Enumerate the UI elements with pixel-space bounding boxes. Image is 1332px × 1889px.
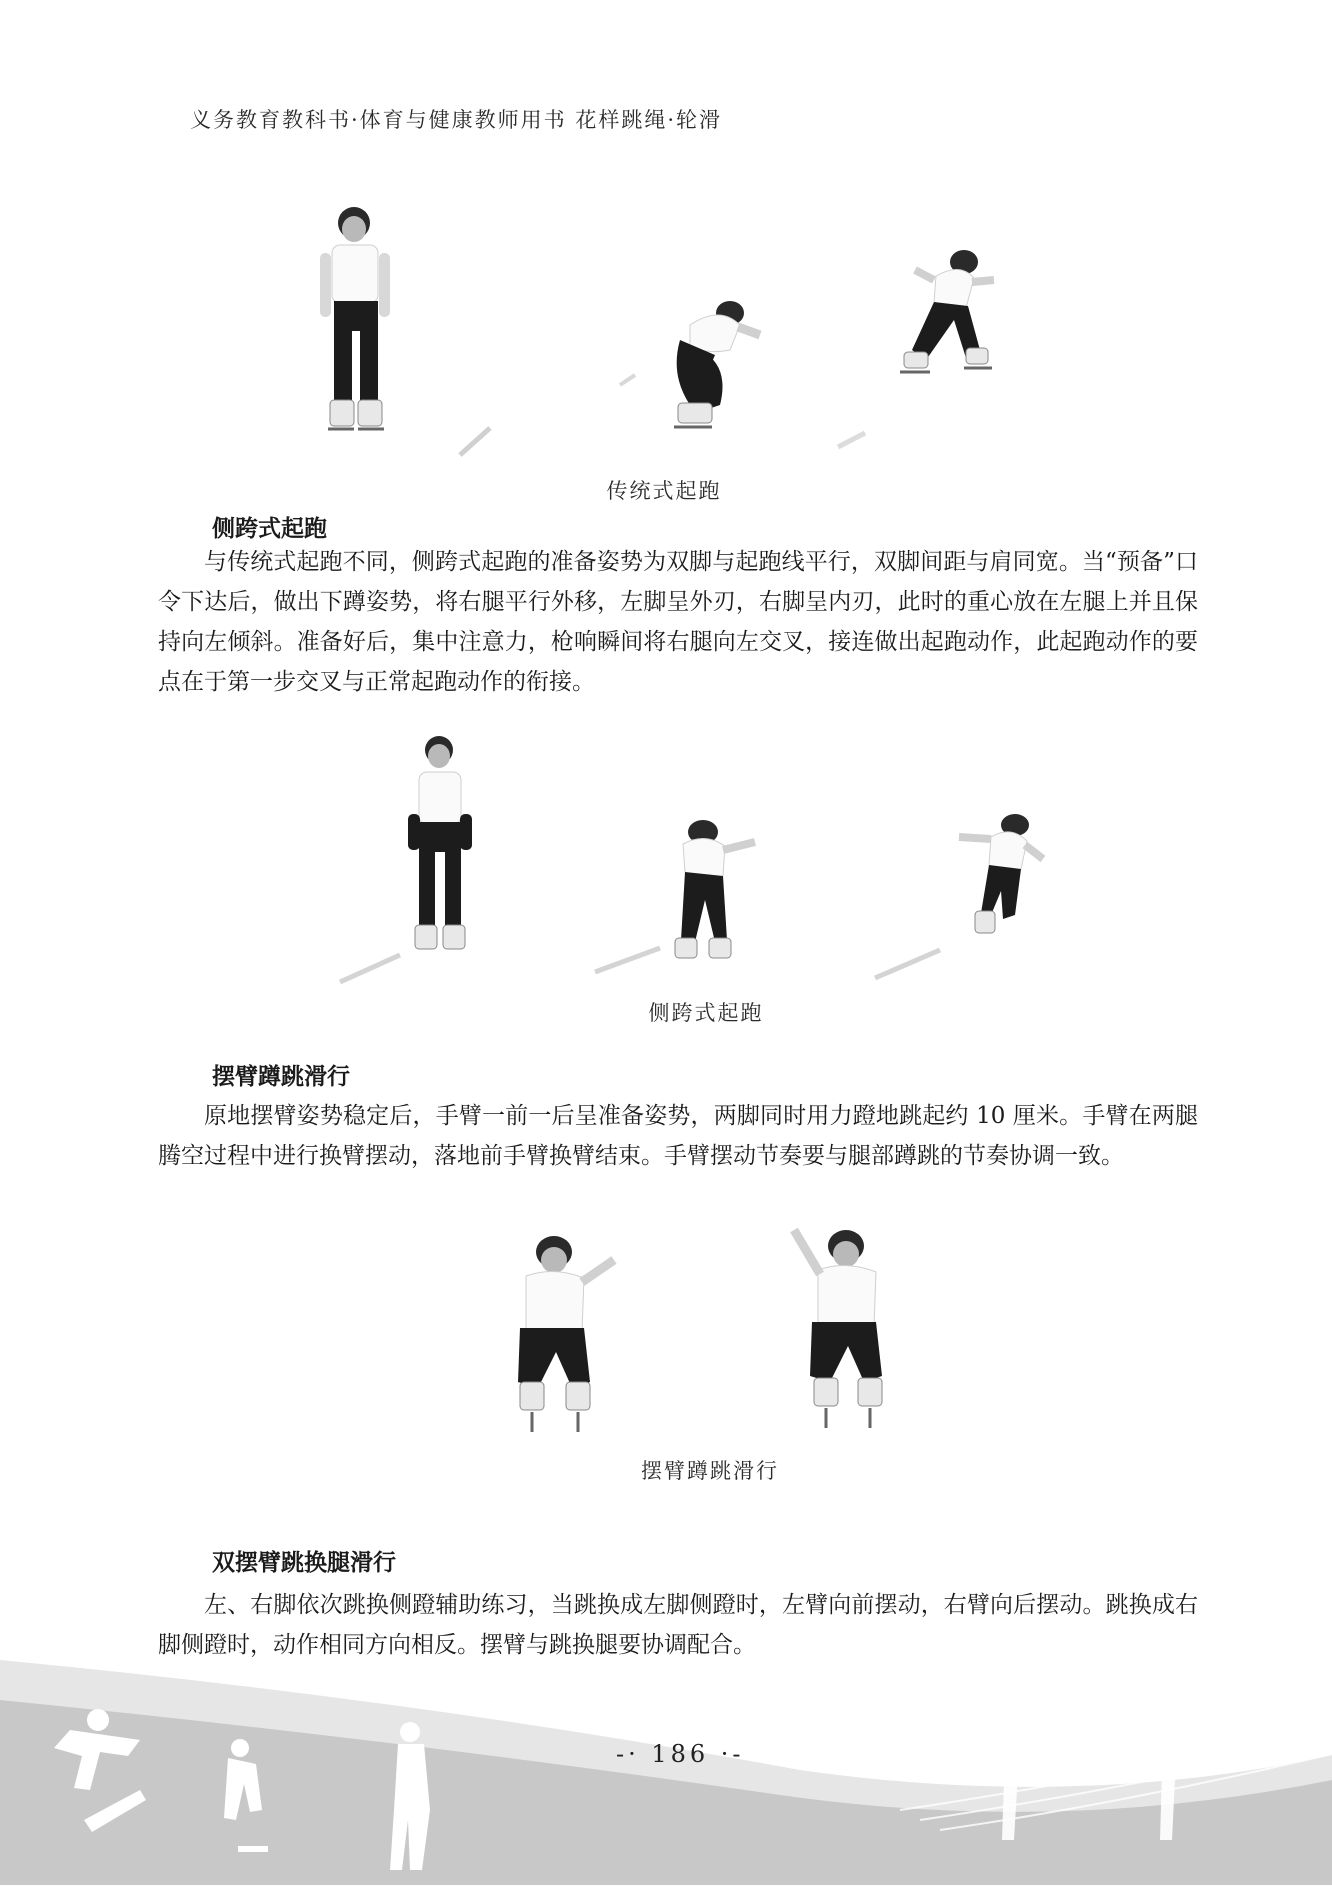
figure-side-cross-start [335,730,1105,990]
section-heading-arm-swing-squat-jump: 摆臂蹲跳滑行 [212,1064,350,1090]
skater-crouched-side [675,820,755,958]
figure-traditional-start [290,195,1050,465]
footer-decoration [0,1660,1332,1885]
figure-arm-swing-squat-jump [500,1222,920,1452]
skater-standing [320,207,390,429]
running-header: 义务教育教科书·体育与健康教师用书 花样跳绳·轮滑 [190,108,723,132]
skater-running [900,250,994,372]
skater-swing-right [794,1230,882,1428]
section-heading-double-arm-swing-leg-switch: 双摆臂跳换腿滑行 [212,1550,396,1576]
skater-swing-left [518,1236,614,1432]
arm-swing-squat-jump-illustration [500,1222,920,1452]
caption-traditional-start: 传统式起跑 [606,479,722,503]
footer-silhouettes [0,1660,1332,1885]
page-number: -· 186 ·- [616,1740,745,1768]
skater-crouched [674,301,760,427]
side-cross-start-illustration [335,730,1105,990]
skater-crossing-side [959,814,1043,933]
section-paragraph-arm-swing-squat-jump: 原地摆臂姿势稳定后，手臂一前一后呈准备姿势，两脚同时用力蹬地跳起约 10 厘米。手臂在两腿腾空过程中进行换臂摆动，落地前手臂换臂结束。手臂摆动节奏要与腿部蹲跳的节奏协调一致。 [158,1103,1198,1169]
skater-standing-side [408,736,472,949]
caption-arm-swing-squat-jump: 摆臂蹲跳滑行 [641,1459,779,1483]
section-paragraph-side-cross-start: 与传统式起跑不同，侧跨式起跑的准备姿势为双脚与起跑线平行，双脚间距与肩同宽。当“预备”口令下达后，做出下蹲姿势，将右腿平行外移，左脚呈外刃，右脚呈内刃，此时的重心放在左腿上并且保持向左倾斜。准备好后，集中注意力，枪响瞬间将右腿向左交叉，接连做出起跑动作，此起跑动作的要点在于第一步交叉与正常起跑动作的衔接。 [158,549,1198,695]
caption-side-cross-start: 侧跨式起跑 [648,1001,764,1025]
section-heading-side-cross-start: 侧跨式起跑 [212,516,327,542]
traditional-start-illustration [290,195,1050,465]
section-paragraph-double-arm-swing-leg-switch: 左、右脚依次跳换侧蹬辅助练习，当跳换成左脚侧蹬时，左臂向前摆动，右臂向后摆动。跳换成右脚侧蹬时，动作相同方向相反。摆臂与跳换腿要协调配合。 [158,1592,1198,1658]
